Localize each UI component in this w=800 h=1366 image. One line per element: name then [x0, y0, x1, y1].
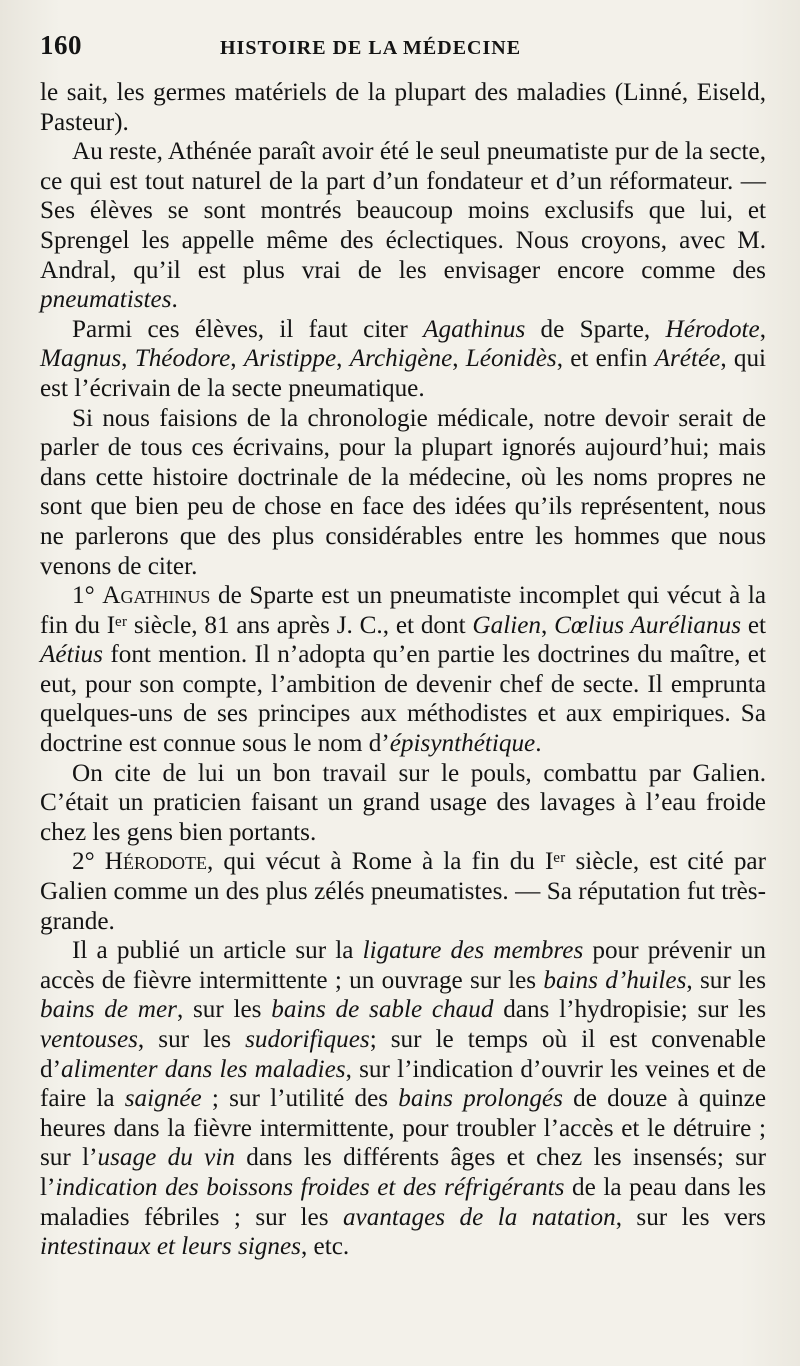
- italic-run: bains de sable chaud: [271, 996, 494, 1024]
- paragraph: [40, 759, 766, 848]
- text-run: pour prévenir un accès de fièvre intermittente ; un ouvrage sur les: [40, 937, 766, 994]
- text-run: , sur les vers: [615, 1203, 766, 1231]
- text-run: Parmi ces élèves, il faut citer: [72, 315, 424, 343]
- text-run: , sur les: [176, 996, 272, 1024]
- text-run: , et enfin: [556, 345, 655, 373]
- text-run: de Sparte,: [525, 315, 666, 343]
- text-run: ,: [336, 345, 350, 373]
- italic-run: bains prolongés: [398, 1085, 563, 1113]
- text-run: le sait, les germes matériels de la plupart des maladies (Linné, Eiseld, Pasteur).: [40, 79, 766, 136]
- text-run: dans les différents âges et chez les insensés; sur l’: [40, 1144, 766, 1201]
- italic-run: Hérodote: [665, 315, 760, 343]
- small-caps-name: Hérodote: [104, 848, 207, 876]
- text-run: ; sur le temps où il est convenable d’: [40, 1026, 766, 1083]
- italic-run: Théodore: [134, 345, 231, 373]
- paragraph: [40, 404, 766, 582]
- text-run: ; sur l’utilité des: [201, 1085, 399, 1113]
- italic-run: épisynthétique: [389, 730, 536, 758]
- italic-run: Archigène: [349, 345, 453, 373]
- text-run: .: [171, 286, 178, 314]
- italic-run: pneumatistes: [40, 286, 172, 314]
- paragraph: [40, 315, 766, 404]
- text-run: ,: [121, 345, 135, 373]
- text-run: Si nous faisions de la chronologie médicale, notre devoir serait de parler de tous ces écrivains, pour la plupart ignorés aujourd’hui; mais dans cette histoire doctrinale de la médecine, où les noms propres ne sont que bien peu de chose en face des idées qu’ils représentent, nous ne parlerons que des plus considérables entre les hommes que nous venons de citer.: [40, 404, 766, 580]
- italic-run: Magnus: [40, 345, 122, 373]
- italic-run: indication des boissons froides et des réfrigérants: [55, 1173, 565, 1201]
- body-text: [40, 78, 766, 1262]
- text-run: dans l’hydropisie; sur les: [493, 996, 767, 1024]
- italic-run: Léonidès: [465, 345, 557, 373]
- text-run: font mention. Il n’adopta qu’en partie les doctrines du maître, et eut, pour son compte, l’ambition de devenir chef de secte. Il emprunta quelques-uns de ses principes aux méthodistes et aux empiriques. Sa doctrine est connue sous le nom d’: [40, 641, 766, 758]
- text-run: ,: [452, 345, 466, 373]
- text-run: de la peau dans les maladies fébriles ; sur les: [40, 1173, 766, 1231]
- text-run: et: [741, 611, 766, 639]
- italic-run: saignée: [124, 1085, 202, 1113]
- text-run: 1°: [72, 582, 103, 610]
- text-run: , etc.: [300, 1233, 350, 1261]
- text-run: 2°: [72, 848, 105, 876]
- text-run: .: [535, 730, 542, 758]
- text-run: ,: [540, 611, 555, 639]
- text-run: , qui vécut à Rome à la fin du Iᵉʳ siècle, est cité par Galien comme un des plus zélés pneumatistes. — Sa réputation fut très-grande.: [40, 848, 766, 935]
- italic-run: Cœlius Aurélianus: [554, 611, 741, 639]
- text-run: ,: [230, 345, 244, 373]
- italic-run: alimenter dans les maladies: [60, 1055, 346, 1083]
- italic-run: intestinaux et leurs signes: [40, 1233, 301, 1261]
- italic-run: Aristippe: [243, 345, 337, 373]
- running-head: [40, 30, 766, 78]
- italic-run: ventouses: [40, 1026, 138, 1053]
- paragraph: [40, 936, 766, 1262]
- italic-run: sudorifiques: [245, 1026, 370, 1053]
- text-run: Au reste, Athénée paraît avoir été le seul pneumatiste pur de la secte, ce qui est tout naturel de la part d’un fondateur et d’un réformateur. — Ses élèves se sont montrés beaucoup moins exclusifs que lui, et Sprengel les appelle même des éclectiques. Nous croyons, avec M. Andral, qu’il est plus vrai de les envisager encore comme des: [40, 138, 766, 284]
- italic-run: usage du vin: [97, 1144, 235, 1172]
- italic-run: avantages de la natation: [342, 1203, 616, 1231]
- paragraph: [40, 581, 766, 759]
- paragraph: [40, 847, 766, 936]
- italic-run: bains d’huiles: [543, 966, 687, 994]
- italic-run: ligature des membres: [362, 937, 584, 965]
- italic-run: Agathinus: [423, 315, 526, 343]
- italic-run: bains de mer: [40, 996, 177, 1024]
- italic-run: Arétée: [654, 345, 721, 373]
- text-run: , sur les: [137, 1026, 246, 1053]
- text-run: de douze à quinze heures dans la fièvre intermittente, pour troubler l’accès et le détruire ; sur l’: [40, 1085, 767, 1172]
- running-title: HISTOIRE DE LA MÉDECINE: [220, 37, 522, 59]
- text-run: Il a publié un article sur la: [72, 937, 363, 965]
- text-run: de Sparte est un pneumatiste incomplet qui vécut à la fin du Iᵉʳ siècle, 81 ans après J. C., et dont: [40, 582, 766, 639]
- small-caps-name: Agathinus: [102, 582, 211, 610]
- text-run: , sur les: [686, 966, 767, 994]
- text-run: On cite de lui un bon travail sur le pouls, combattu par Galien. C’était un praticien faisant un grand usage des lavages à l’eau froide chez les gens bien portants.: [40, 759, 766, 846]
- page-number: 160: [40, 30, 82, 60]
- italic-run: Galien: [472, 611, 541, 639]
- text-run: , sur l’indication d’ouvrir les veines et de faire la: [40, 1055, 766, 1113]
- paragraph: [40, 137, 766, 315]
- text-run: ,: [759, 315, 767, 343]
- italic-run: Aétius: [40, 641, 103, 669]
- text-run: , qui est l’écrivain de la secte pneumatique.: [40, 345, 767, 402]
- continued-paragraph: [40, 78, 766, 137]
